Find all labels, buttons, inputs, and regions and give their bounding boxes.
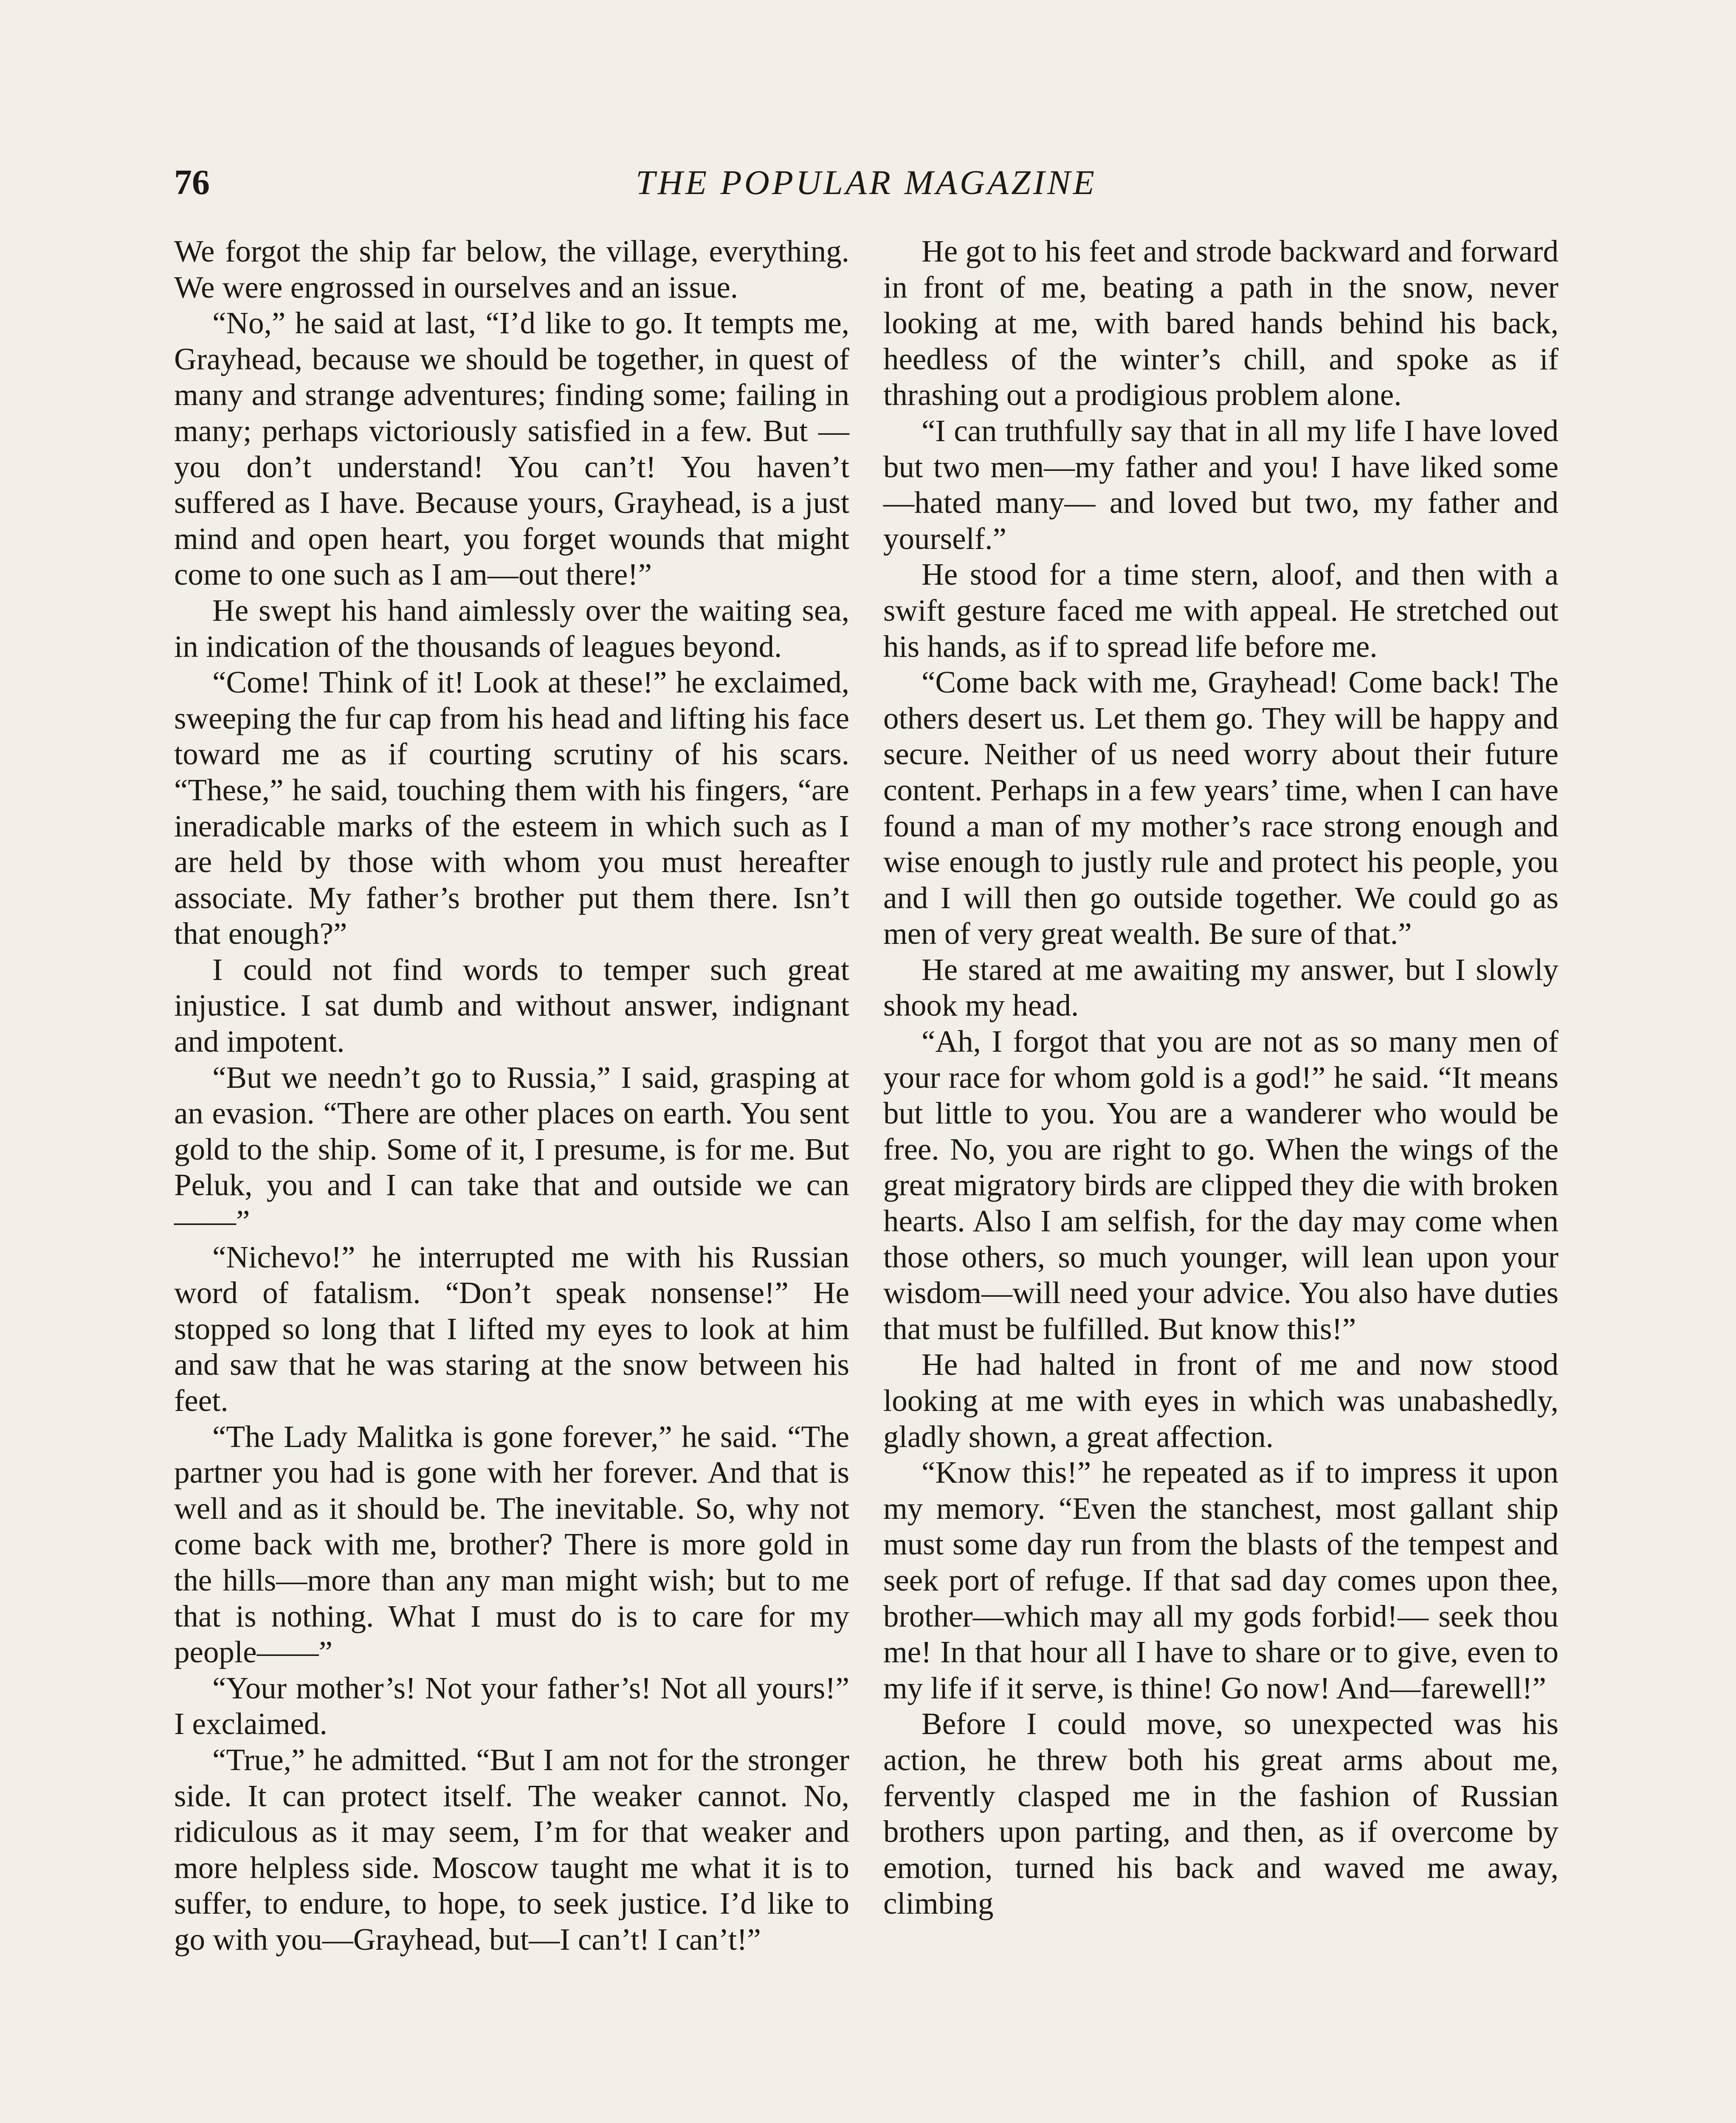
paragraph: “The Lady Malitka is gone forever,” he said. “The partner you had is gone with her forever. And that is well and as it should be. The inevitable. So, why not come back with me, brother? There is more gold in the hills—more than any man might wish; but to me that is nothing. What I must do is to care for my people——”: [174, 1419, 849, 1670]
paragraph: “True,” he admitted. “But I am not for the stronger side. It can protect itself. The weaker cannot. No, ridiculous as it may seem, I’m for that weaker and more helpless side. Moscow taught me what it is to suffer, to endure, to hope, to seek justice. I’d like to go with you—Grayhead, but—I can’t! I can’t!”: [174, 1742, 849, 1957]
text-column-right: [883, 234, 1558, 1922]
text-column-left: [174, 234, 849, 1958]
paragraph: He stood for a time stern, aloof, and then with a swift gesture faced me with appeal. He stretched out his hands, as if to spread life before me.: [883, 557, 1558, 664]
paragraph: He got to his feet and strode backward and forward in front of me, beating a path in the snow, never looking at me, with bared hands behind his back, heedless of the winter’s chill, and spoke as if thrashing out a prodigious problem alone.: [883, 234, 1558, 412]
paragraph: “I can truthfully say that in all my life I have loved but two men—my father and you! I have liked some—hated many— and loved but two, my father and yourself.”: [883, 413, 1558, 556]
paragraph: “Come back with me, Grayhead! Come back! The others desert us. Let them go. They will be happy and secure. Neither of us need worry about their future content. Perhaps in a few years’ time, when I can have found a man of my mother’s race strong enough and wise enough to justly rule and protect his people, you and I will then go outside together. We could go as men of very great wealth. Be sure of that.”: [883, 665, 1558, 951]
paragraph: He swept his hand aimlessly over the waiting sea, in indication of the thousands of leagues beyond.: [174, 593, 849, 664]
paragraph: I could not find words to temper such great injustice. I sat dumb and without answer, indignant and impotent.: [174, 952, 849, 1059]
paragraph: “Ah, I forgot that you are not as so many men of your race for whom gold is a god!” he said. “It means but little to you. You are a wanderer who would be free. No, you are right to go. When the wings of the great migratory birds are clipped they die with broken hearts. Also I am selfish, for the day may come when those others, so much younger, will lean upon your wisdom—will need your advice. You also have duties that must be fulfilled. But know this!”: [883, 1024, 1558, 1346]
page-number: 76: [174, 163, 210, 202]
paragraph: “But we needn’t go to Russia,” I said, grasping at an evasion. “There are other places on earth. You sent gold to the ship. Some of it, I presume, is for me. But Peluk, you and I can take that and outside we can——”: [174, 1060, 849, 1239]
running-head: [174, 161, 1558, 204]
paragraph: “Know this!” he repeated as if to impress it upon my memory. “Even the stanchest, most gallant ship must some day run from the blasts of the tempest and seek port of refuge. If that sad day comes upon thee, brother—which may all my gods forbid!— seek thou me! In that hour all I have to share or to give, even to my life if it serve, is thine! Go now! And—farewell!”: [883, 1455, 1558, 1705]
paragraph: “No,” he said at last, “I’d like to go. It tempts me, Grayhead, because we should be together, in quest of many and strange adventures; finding some; failing in many; perhaps victoriously satisfied in a few. But —you don’t understand! You can’t! You haven’t suffered as I have. Because yours, Grayhead, is a just mind and open heart, you forget wounds that might come to one such as I am—out there!”: [174, 306, 849, 592]
paragraph: He had halted in front of me and now stood looking at me with eyes in which was unabashedly, gladly shown, a great affection.: [883, 1347, 1558, 1454]
magazine-title: THE POPULAR MAGAZINE: [636, 163, 1097, 202]
paragraph: He stared at me awaiting my answer, but I slowly shook my head.: [883, 952, 1558, 1023]
paragraph: Before I could move, so unexpected was his action, he threw both his great arms about me, fervently clasped me in the fashion of Russian brothers upon parting, and then, as if overcome by emotion, turned his back and waved me away, climbing: [883, 1706, 1558, 1921]
paragraph: “Come! Think of it! Look at these!” he exclaimed, sweeping the fur cap from his head and lifting his face toward me as if courting scrutiny of his scars. “These,” he said, touching them with his fingers, “are ineradicable marks of the esteem in which such as I are held by those with whom you must hereafter associate. My father’s brother put them there. Isn’t that enough?”: [174, 665, 849, 951]
paragraph: “Your mother’s! Not your father’s! Not all yours!” I exclaimed.: [174, 1670, 849, 1741]
paragraph: “Nichevo!” he interrupted me with his Russian word of fatalism. “Don’t speak nonsense!” He stopped so long that I lifted my eyes to look at him and saw that he was staring at the snow between his feet.: [174, 1239, 849, 1418]
paragraph: We forgot the ship far below, the village, everything. We were engrossed in ourselves and an issue.: [174, 234, 849, 304]
